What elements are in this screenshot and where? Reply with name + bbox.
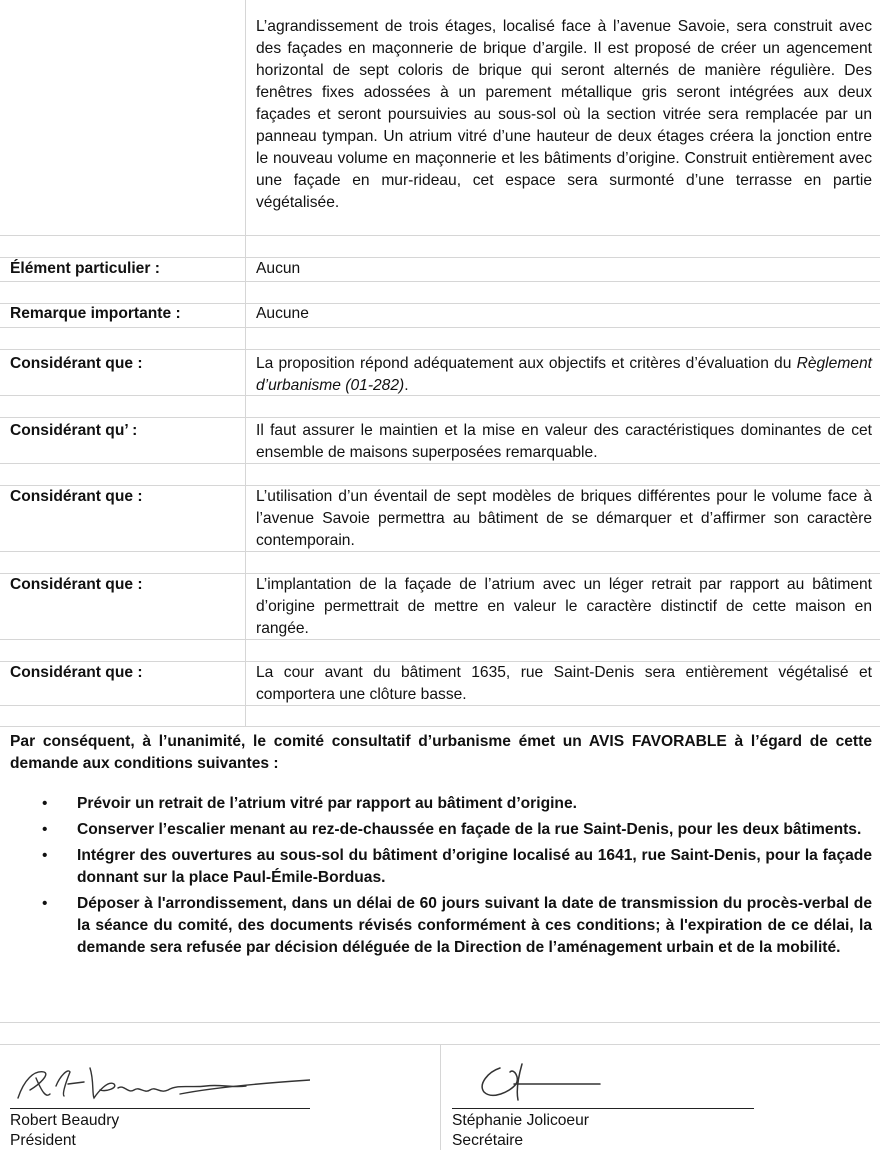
signatory-title: Secrétaire [452, 1132, 524, 1149]
row-value: L’implantation de la façade de l’atrium avec un léger retrait par rapport au bâtiment d’origine permettrait de mettre en valeur le caractère distinctif de cette maison en rangée. [256, 576, 872, 637]
table-spacer-row [0, 640, 880, 662]
intro-paragraph: L’agrandissement de trois étages, localisé face à l’avenue Savoie, sera construit avec des façades en maçonnerie de brique d’argile. Il est proposé de créer un agencement horizontal de sept coloris de brique qui seront alternés de manière régulière. Des fenêtres fixes adossées à un parement métallique gris seront intégrées aux deux façades et seront poursuivies au sous-sol où la section vitrée sera remplacée par un panneau tympan. Un atrium vitré d’une hauteur de deux étages créera la jonction entre le nouveau volume en maçonnerie et les bâtiments d’origine. Construit entièrement avec une façade en mur-rideau, cet espace sera surmonté d’une terrasse en partie végétalisée. [256, 18, 872, 211]
signatory-name: Robert Beaudry [10, 1112, 120, 1129]
table-spacer-row [0, 328, 880, 350]
list-item [0, 845, 872, 889]
condition-text: Conserver l’escalier menant au rez-de-chaussée en façade de la rue Saint-Denis, pour les deux bâtiments. [77, 821, 862, 838]
table-spacer-row [0, 464, 880, 486]
row-label: Considérant que : [10, 488, 143, 505]
row-value: L’utilisation d’un éventail de sept modèles de briques différentes pour le volume face à l’avenue Savoie permettra au bâtiment de se démarquer et d’affirmer son caractère contemporain. [256, 488, 872, 549]
bullet-icon: • [42, 847, 48, 864]
row-label: Élément particulier : [10, 260, 160, 277]
signature-line [10, 1108, 310, 1109]
table-spacer-row [0, 706, 880, 727]
row-label: Considérant que : [10, 576, 143, 593]
list-item [0, 819, 872, 841]
regulation-title: Règlement d’urbanisme (01-282) [256, 355, 872, 394]
list-item [0, 793, 872, 815]
signature-line [452, 1108, 754, 1109]
bullet-icon: • [42, 795, 48, 812]
table-spacer-row [0, 236, 880, 258]
row-value: Il faut assurer le maintien et la mise en valeur des caractéristiques dominantes de cet ensemble de maisons superposées remarquable. [256, 422, 872, 461]
conditions-list [0, 793, 872, 963]
row-value: Aucune [256, 305, 309, 322]
list-item [0, 893, 872, 959]
row-label: Considérant que : [10, 664, 143, 681]
signatory-name: Stéphanie Jolicoeur [452, 1112, 589, 1129]
row-value [256, 353, 872, 397]
row-value-text: La proposition répond adéquatement aux objectifs et critères d’évaluation du [256, 355, 797, 372]
signature-robert-beaudry [10, 1058, 310, 1112]
condition-text: Prévoir un retrait de l’atrium vitré par rapport au bâtiment d’origine. [77, 795, 577, 812]
signature-column-divider [440, 1044, 441, 1150]
table-spacer-row [0, 396, 880, 418]
row-label: Remarque importante : [10, 305, 181, 322]
bullet-icon: • [42, 895, 48, 912]
row-value: La cour avant du bâtiment 1635, rue Saint-Denis sera entièrement végétalisé et comportera une clôture basse. [256, 664, 872, 703]
condition-text: Déposer à l'arrondissement, dans un délai de 60 jours suivant la date de transmission du procès-verbal de la séance du comité, des documents révisés conformément à ces conditions; à l'expiration de ce délai, la demande sera refusée par décision déléguée de la Direction de l’aménagement urbain et de la mobilité. [77, 895, 872, 956]
row-label: Considérant qu’ : [10, 422, 138, 439]
conclusion-paragraph: Par conséquent, à l’unanimité, le comité consultatif d’urbanisme émet un AVIS FAVORABLE à l’égard de cette demande aux conditions suivantes : [10, 733, 872, 772]
condition-text: Intégrer des ouvertures au sous-sol du bâtiment d’origine localisé au 1641, rue Saint-Denis, pour la façade donnant sur la place Paul-Émile-Borduas. [77, 847, 872, 886]
section-divider [0, 1022, 880, 1023]
table-spacer-row [0, 552, 880, 574]
row-label: Considérant que : [10, 355, 143, 372]
table-spacer-row [0, 282, 880, 304]
row-value: Aucun [256, 260, 301, 277]
row-value-punct: . [404, 377, 409, 394]
signature-stephanie-jolicoeur [470, 1054, 610, 1108]
bullet-icon: • [42, 821, 48, 838]
signatory-title: Président [10, 1132, 76, 1149]
